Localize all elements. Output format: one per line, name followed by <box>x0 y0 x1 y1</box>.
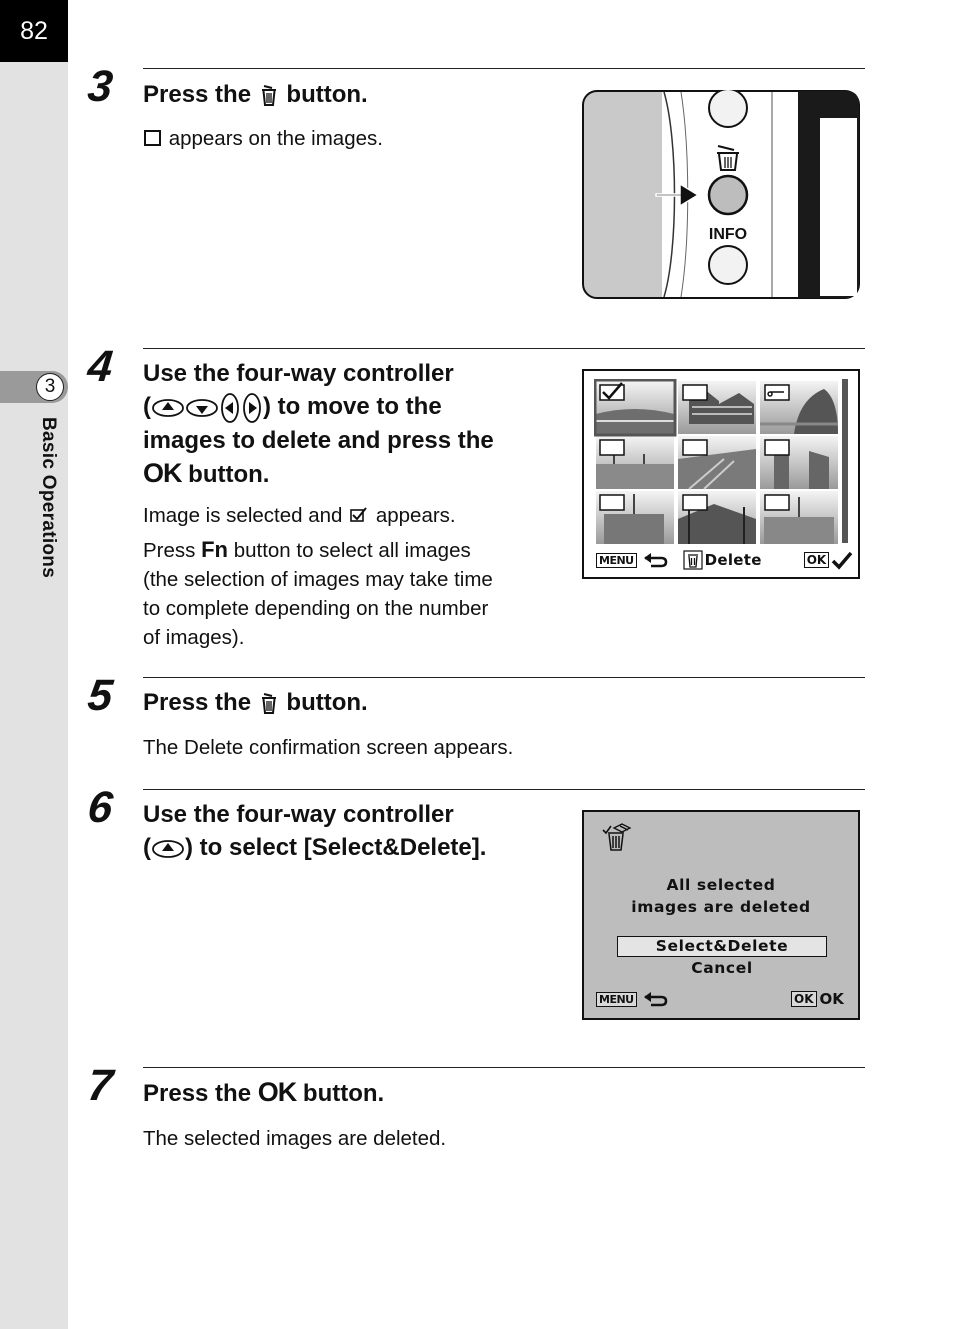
step-heading <box>143 686 368 719</box>
four-way-up-icon <box>151 397 185 419</box>
delete-confirm-screen <box>582 810 860 1020</box>
heading-line <box>143 390 494 424</box>
step-divider <box>143 348 865 349</box>
step-number: 7 <box>85 1061 115 1110</box>
page-number: 82 <box>0 0 68 62</box>
cancel-option[interactable]: Cancel <box>691 959 753 977</box>
step-body: The selected images are deleted. <box>143 1127 447 1150</box>
step-heading <box>143 1076 384 1110</box>
trash-icon <box>258 692 280 716</box>
four-way-right-icon <box>241 392 263 424</box>
thumb-bottom-bar <box>596 549 853 571</box>
body-text: appears on the images. <box>168 127 383 150</box>
step-heading <box>143 78 368 111</box>
heading-line <box>143 831 486 864</box>
heading-text: ) to select [Select&Delete]. <box>185 834 487 861</box>
step-heading <box>143 357 494 491</box>
heading-line: Use the four-way controller <box>143 360 454 387</box>
four-way-left-icon <box>219 392 241 424</box>
heading-line: images to delete and press the <box>143 426 494 454</box>
heading-text: button. <box>188 460 270 488</box>
heading-text: button. <box>302 1080 385 1107</box>
thumbnail-images <box>594 379 838 545</box>
step-number: 3 <box>85 62 115 111</box>
chapter-title: Basic Operations <box>38 417 59 579</box>
scrollbar <box>842 379 848 543</box>
body-text: button to select all images <box>233 539 471 562</box>
message-line: All selected <box>666 876 776 894</box>
step-divider <box>143 677 865 678</box>
back-arrow-icon <box>641 990 669 1008</box>
body-line <box>143 501 543 530</box>
chapter-number: 3 <box>36 373 64 401</box>
four-way-up-icon <box>151 838 185 860</box>
thumbnail-screen <box>582 369 860 579</box>
heading-line: Use the four-way controller <box>143 801 454 828</box>
heading-text: Press the <box>143 81 252 108</box>
heading-text: ( <box>143 834 151 861</box>
menu-key-label: MENU <box>596 553 637 568</box>
step-body <box>143 124 383 153</box>
confirm-message <box>584 874 858 918</box>
ok-text: OK <box>819 990 844 1008</box>
body-text: Press <box>143 539 196 562</box>
heading-line <box>143 457 494 491</box>
ok-key-label: OK <box>791 991 817 1007</box>
confirm-bottom-bar-right <box>791 988 844 1010</box>
delete-label: Delete <box>704 551 762 569</box>
step-number: 5 <box>85 671 115 720</box>
step-divider <box>143 68 865 69</box>
body-line: (the selection of images may take time <box>143 568 493 591</box>
ok-symbol: OK <box>143 457 182 488</box>
check-mark-icon <box>348 505 370 525</box>
check-mark-icon <box>831 550 853 570</box>
camera-back-drawing <box>582 90 860 299</box>
heading-text: ( <box>143 393 151 420</box>
delete-selected-icon <box>600 822 634 852</box>
select-delete-option[interactable]: Select&Delete <box>617 936 827 957</box>
step-number: 4 <box>85 342 115 391</box>
info-label: INFO <box>708 226 748 243</box>
sidebar <box>0 0 68 1329</box>
step-body: The Delete confirmation screen appears. <box>143 736 514 759</box>
heading-text: button. <box>286 689 368 716</box>
body-line <box>143 535 543 565</box>
step-number: 6 <box>85 783 115 832</box>
heading-text: Press the <box>143 689 252 716</box>
message-line: images are deleted <box>631 898 811 916</box>
step-body <box>143 501 543 652</box>
ok-key-label: OK <box>804 552 830 568</box>
heading-text: Press the <box>143 1080 252 1107</box>
body-line: to complete depending on the number <box>143 597 489 620</box>
menu-key-label: MENU <box>596 992 637 1007</box>
heading-text: button. <box>286 81 368 108</box>
step-heading <box>143 798 486 864</box>
step-divider <box>143 789 865 790</box>
four-way-down-icon <box>185 397 219 419</box>
heading-text: ) to move to the <box>263 393 442 420</box>
back-arrow-icon <box>641 551 669 569</box>
body-text: Image is selected and <box>143 504 343 527</box>
body-text: appears. <box>375 504 456 527</box>
body-line: of images). <box>143 626 245 649</box>
checkbox-icon <box>143 128 163 148</box>
confirm-bottom-bar-left <box>596 988 669 1010</box>
thumbnail-grid <box>594 379 838 545</box>
camera-back-illustration <box>582 90 860 299</box>
fn-symbol: Fn <box>201 537 228 562</box>
trash-icon <box>258 84 280 108</box>
step-divider <box>143 1067 865 1068</box>
trash-icon <box>683 550 703 570</box>
ok-symbol: OK <box>257 1077 297 1107</box>
